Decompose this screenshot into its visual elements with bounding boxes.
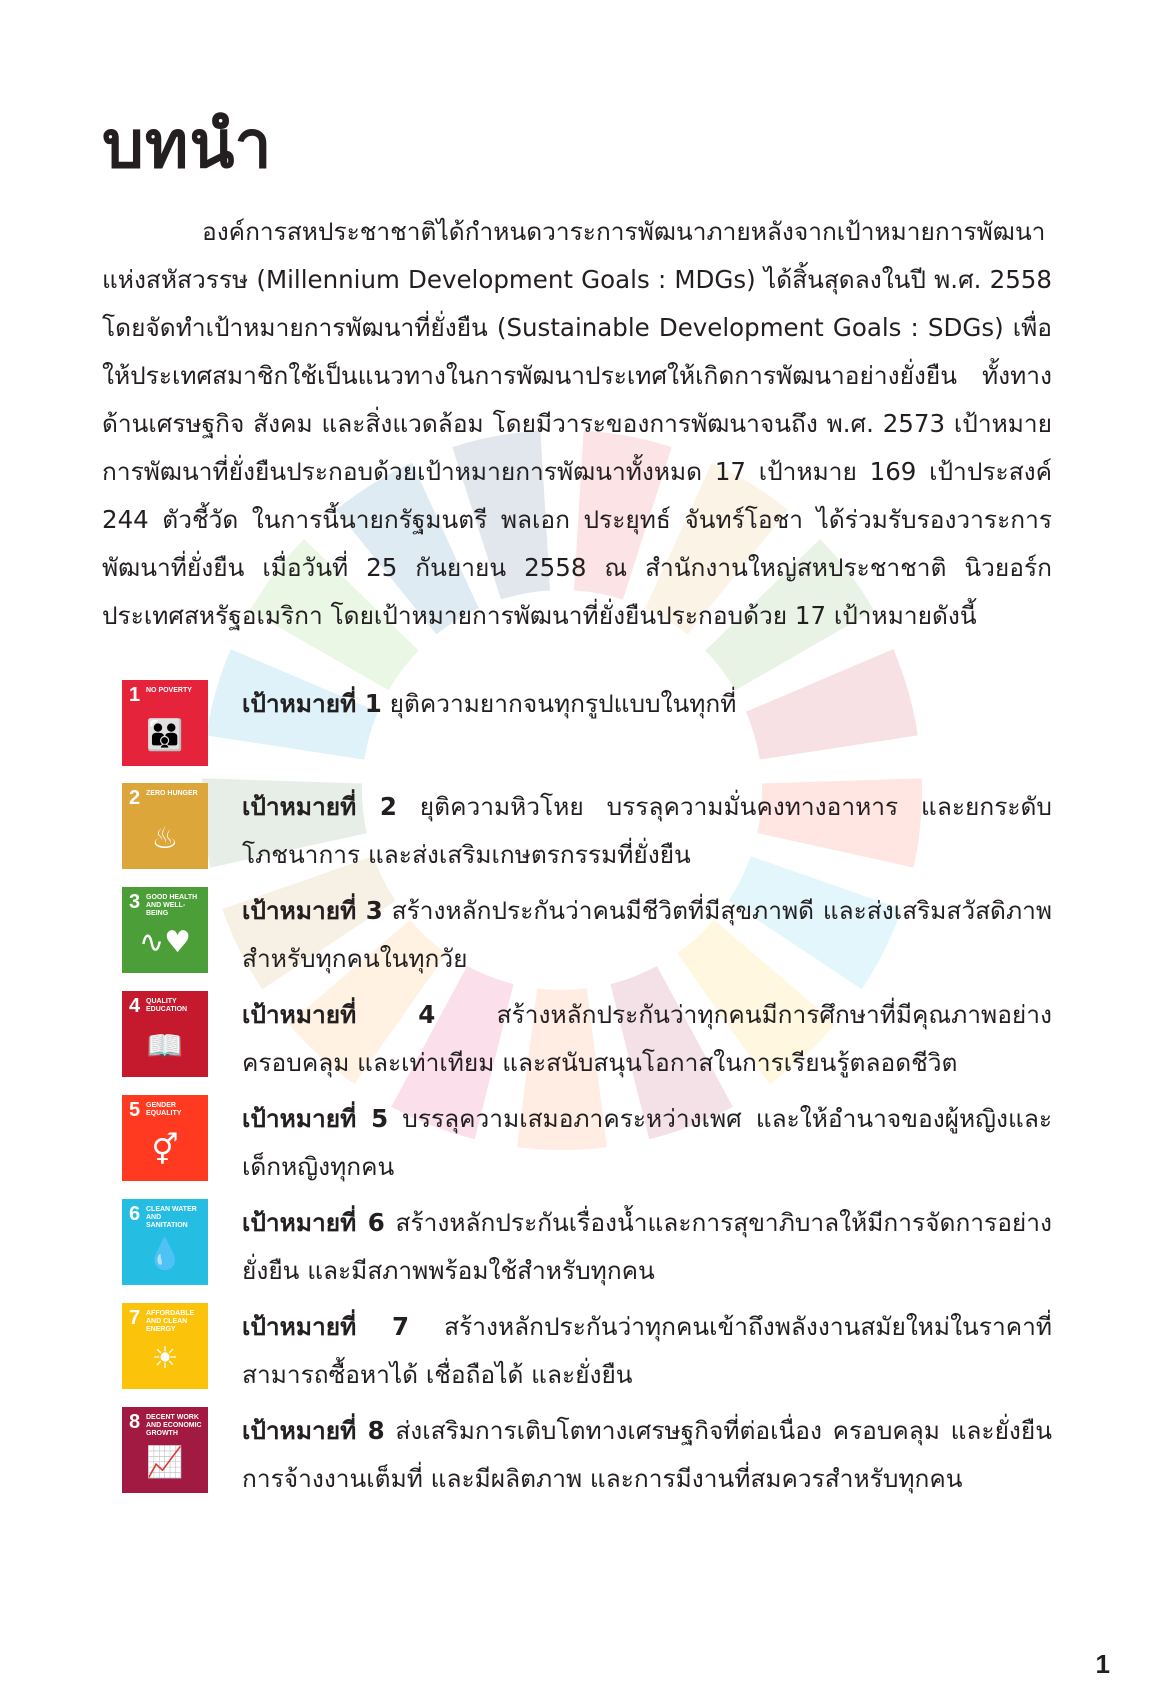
goal-text [242, 1095, 1052, 1191]
growth-chart-icon: 📈 [146, 1445, 184, 1480]
goal-label: เป้าหมายที่ 7 [242, 1312, 410, 1341]
sdg-6-icon [122, 1199, 208, 1285]
page-number: 1 [1095, 1649, 1110, 1679]
goal-description: สร้างหลักประกันเรื่องน้ำและการสุขาภิบาลให้มีการจัดการอย่างยั่งยืน และมีสภาพพร้อมใช้สำหรับทุกคน [242, 1208, 1052, 1285]
sdg-icon-number: 5 [129, 1099, 141, 1121]
sdg-icon-label: QUALITY EDUCATION [146, 998, 188, 1013]
goal-description: สร้างหลักประกันว่าทุกคนเข้าถึงพลังงานสมัยใหม่ในราคาที่สามารถซื้อหาได้ เชื่อถือได้ และยั่งยืน [242, 1312, 1053, 1389]
goal-text [242, 1407, 1052, 1503]
sdg-icon-number: 1 [129, 684, 141, 706]
sdg-icon-number: 3 [129, 891, 141, 913]
goal-text [242, 887, 1052, 983]
goal-label: เป้าหมายที่ 3 [242, 896, 383, 925]
bowl-icon: ♨ [151, 821, 179, 856]
sdg-icon-label: ZERO HUNGER [146, 790, 198, 797]
goal-description: ส่งเสริมการเติบโตทางเศรษฐกิจที่ต่อเนื่อง ครอบคลุม และยั่งยืน การจ้างงานเต็มที่ และมีผลิตภาพ และการมีงานที่สมควรสำหรับทุกคน [242, 1416, 1052, 1493]
gender-symbol-icon: ⚥ [151, 1133, 179, 1168]
sdg-3-icon [122, 887, 208, 973]
sdg-8-icon [122, 1407, 208, 1493]
goal-text [242, 783, 1052, 879]
sdg-icon-label: AFFORDABLE AND CLEAN ENERGY [146, 1310, 195, 1333]
goal-label: เป้าหมายที่ 1 [242, 689, 382, 718]
sdg-icon-number: 8 [129, 1411, 141, 1433]
goal-label: เป้าหมายที่ 2 [242, 792, 397, 821]
heartbeat-icon: ∿♥ [138, 925, 192, 960]
goal-description: สร้างหลักประกันว่าคนมีชีวิตที่มีสุขภาพดี และส่งเสริมสวัสดิภาพสำหรับทุกคนในทุกวัย [242, 896, 1052, 973]
water-drop-icon: 💧 [146, 1237, 184, 1272]
goal-text [242, 991, 1052, 1087]
goal-description: สร้างหลักประกันว่าทุกคนมีการศึกษาที่มีคุณภาพอย่างครอบคลุม และเท่าเทียม และสนับสนุนโอกาสในการเรียนรู้ตลอดชีวิต [242, 1000, 1052, 1077]
goal-description: บรรลุความเสมอภาคระหว่างเพศ และให้อำนาจของผู้หญิงและเด็กหญิงทุกคน [242, 1104, 1052, 1181]
family-icon: 👪 [146, 718, 184, 753]
sun-power-icon: ☀ [151, 1341, 179, 1376]
goal-description: ยุติความหิวโหย บรรลุความมั่นคงทางอาหาร และยกระดับโภชนาการ และส่งเสริมเกษตรกรรมที่ยั่งยืน [242, 792, 1052, 869]
sdg-5-icon [122, 1095, 208, 1181]
intro-paragraph: องค์การสหประชาชาติได้กำหนดวาระการพัฒนาภายหลังจากเป้าหมายการพัฒนาแห่งสหัสวรรษ (Millennium Development Goals : MDGs) ได้สิ้นสุดลงในปี พ.ศ. 2558 โดยจัดทำเป้าหมายการพัฒนาที่ยั่งยืน (Sustainable Development Goals : SDGs) เพื่อให้ประเทศสมาชิกใช้เป็นแนวทางในการพัฒนาประเทศให้เกิดการพัฒนาอย่างยั่งยืน ทั้งทางด้านเศรษฐกิจ สังคม และสิ่งแวดล้อม โดยมีวาระของการพัฒนาจนถึง พ.ศ. 2573 เป้าหมายการพัฒนาที่ยั่งยืนประกอบด้วยเป้าหมายการพัฒนาทั้งหมด 17 เป้าหมาย 169 เป้าประสงค์ 244 ตัวชี้วัด ในการนี้นายกรัฐมนตรี พลเอก ประยุทธ์ จันทร์โอชา ได้ร่วมรับรองวาระการพัฒนาที่ยั่งยืน เมื่อวันที่ 25 กันยายน 2558 ณ สำนักงานใหญ่สหประชาชาติ นิวยอร์ก ประเทศสหรัฐอเมริกา โดยเป้าหมายการพัฒนาที่ยั่งยืนประกอบด้วย 17 เป้าหมายดังนี้ [102, 217, 1052, 630]
page-title: บทนำ [102, 106, 273, 183]
sdg-icon-label: DECENT WORK AND ECONOMIC GROWTH [146, 1414, 202, 1437]
goal-label: เป้าหมายที่ 4 [242, 1000, 436, 1029]
sdg-icon-number: 7 [129, 1307, 141, 1329]
sdg-icon-label: GOOD HEALTH AND WELL-BEING [146, 894, 198, 917]
goal-label: เป้าหมายที่ 5 [242, 1104, 389, 1133]
sdg-1-icon [122, 680, 208, 766]
sdg-icon-number: 4 [129, 995, 141, 1017]
goal-text [242, 1199, 1052, 1295]
sdg-2-icon [122, 783, 208, 869]
sdg-7-icon [122, 1303, 208, 1389]
goal-text [242, 1303, 1052, 1399]
goal-text [242, 680, 1052, 728]
sdg-icon-label: NO POVERTY [146, 687, 192, 694]
book-icon: 📖 [146, 1029, 184, 1064]
goal-label: เป้าหมายที่ 6 [242, 1208, 385, 1237]
sdg-icon-number: 6 [129, 1203, 141, 1225]
sdg-4-icon [122, 991, 208, 1077]
goal-description: ยุติความยากจนทุกรูปแบบในทุกที่ [381, 689, 737, 718]
sdg-icon-label: CLEAN WATER AND SANITATION [146, 1206, 197, 1229]
goal-label: เป้าหมายที่ 8 [242, 1416, 385, 1445]
sdg-icon-label: GENDER EQUALITY [146, 1102, 182, 1117]
sdg-icon-number: 2 [129, 787, 141, 809]
